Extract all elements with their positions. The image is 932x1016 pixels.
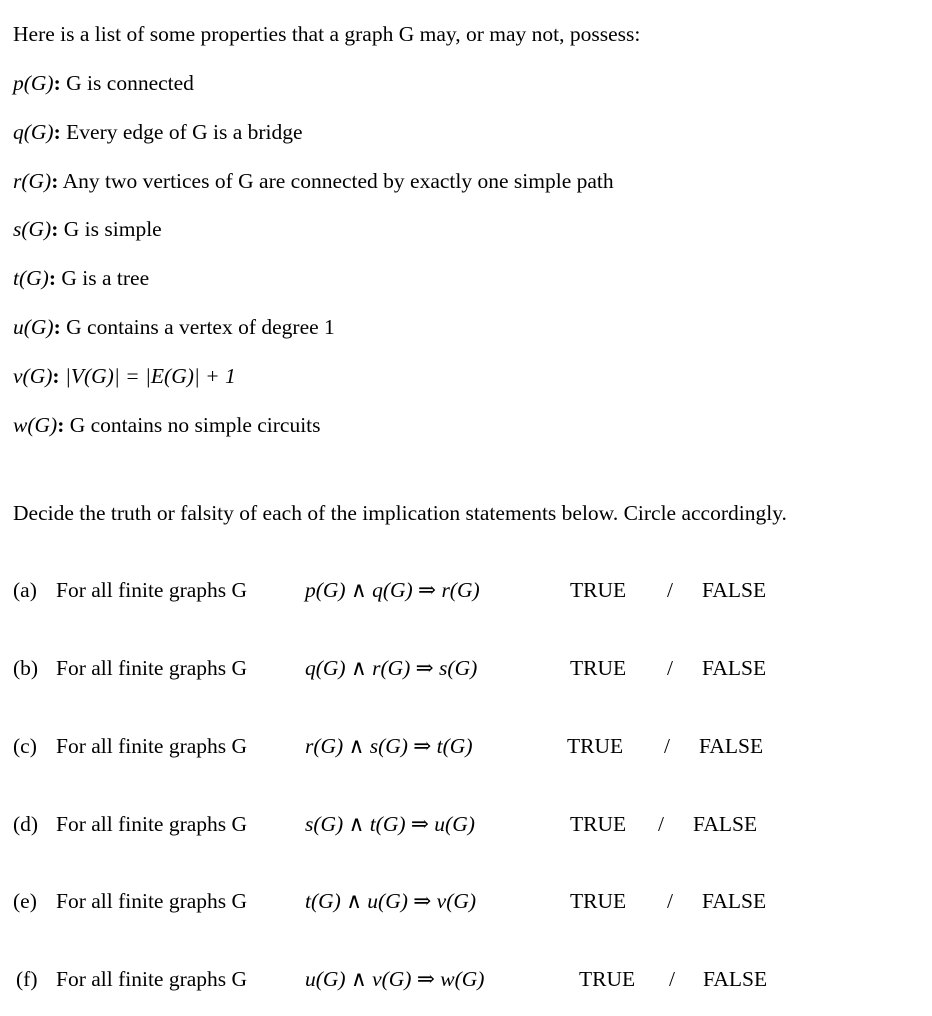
false-option[interactable]: FALSE <box>699 734 764 758</box>
question-label: (c) <box>13 734 37 758</box>
option-separator: / <box>667 889 673 913</box>
question-expression: q(G) ∧ r(G) ⇒ s(G) <box>305 656 478 680</box>
question-prefix: For all finite graphs G <box>56 656 248 680</box>
property-v <box>13 366 236 388</box>
property-s <box>13 219 162 241</box>
question-label: (d) <box>13 812 39 836</box>
property-r <box>13 171 614 193</box>
false-option[interactable]: FALSE <box>702 578 767 602</box>
property-w <box>13 415 321 437</box>
property-text: G contains no simple circuits <box>69 413 321 437</box>
question-expression: r(G) ∧ s(G) ⇒ t(G) <box>305 734 473 758</box>
property-text: G is simple <box>63 217 162 241</box>
intro-text: Here is a list of some properties that a graph G may, or may not, possess: <box>13 22 641 46</box>
true-option[interactable]: TRUE <box>570 578 627 602</box>
true-option[interactable]: TRUE <box>570 812 627 836</box>
property-name: r(G) <box>13 169 52 193</box>
colon: : <box>53 71 61 95</box>
colon: : <box>48 266 56 290</box>
true-option[interactable]: TRUE <box>567 734 624 758</box>
question-prefix: For all finite graphs G <box>56 734 248 758</box>
question-row-e <box>0 891 932 921</box>
question-expression: p(G) ∧ q(G) ⇒ r(G) <box>305 578 480 602</box>
property-u <box>13 317 335 339</box>
property-p <box>13 73 194 95</box>
property-name: p(G) <box>13 71 54 95</box>
question-label: (f) <box>16 967 38 991</box>
property-text: G contains a vertex of degree 1 <box>66 315 335 339</box>
option-separator: / <box>667 656 673 680</box>
instruction-text: Decide the truth or falsity of each of the implication statements below. Circle accordingly. <box>13 501 787 525</box>
property-t <box>13 268 149 290</box>
property-q <box>13 122 303 144</box>
question-row-a <box>0 580 932 610</box>
question-label: (e) <box>13 889 37 913</box>
option-separator: / <box>669 967 675 991</box>
question-label: (b) <box>13 656 39 680</box>
question-expression: s(G) ∧ t(G) ⇒ u(G) <box>305 812 475 836</box>
property-text: G is a tree <box>61 266 150 290</box>
property-text: Any two vertices of G are connected by exactly one simple path <box>62 169 614 193</box>
question-row-c <box>0 736 932 766</box>
false-option[interactable]: FALSE <box>703 967 768 991</box>
property-text: Every edge of G is a bridge <box>66 120 303 144</box>
question-expression: u(G) ∧ v(G) ⇒ w(G) <box>305 967 485 991</box>
colon: : <box>51 169 59 193</box>
property-name: t(G) <box>13 266 49 290</box>
true-option[interactable]: TRUE <box>570 656 627 680</box>
question-prefix: For all finite graphs G <box>56 812 248 836</box>
colon: : <box>52 364 60 388</box>
option-separator: / <box>667 578 673 602</box>
false-option[interactable]: FALSE <box>702 889 767 913</box>
question-row-f <box>0 969 932 999</box>
false-option[interactable]: FALSE <box>693 812 758 836</box>
colon: : <box>53 120 61 144</box>
true-option[interactable]: TRUE <box>579 967 636 991</box>
property-name: w(G) <box>13 413 58 437</box>
option-separator: / <box>658 812 664 836</box>
question-expression: t(G) ∧ u(G) ⇒ v(G) <box>305 889 477 913</box>
question-label: (a) <box>13 578 37 602</box>
property-text: |V(G)| = |E(G)| + 1 <box>64 364 236 388</box>
property-name: s(G) <box>13 217 52 241</box>
question-row-b <box>0 658 932 688</box>
question-prefix: For all finite graphs G <box>56 889 248 913</box>
property-name: q(G) <box>13 120 54 144</box>
colon: : <box>57 413 65 437</box>
question-prefix: For all finite graphs G <box>56 967 248 991</box>
true-option[interactable]: TRUE <box>570 889 627 913</box>
question-row-d <box>0 814 932 844</box>
property-text: G is connected <box>66 71 194 95</box>
property-name: v(G) <box>13 364 53 388</box>
false-option[interactable]: FALSE <box>702 656 767 680</box>
property-name: u(G) <box>13 315 54 339</box>
colon: : <box>53 315 61 339</box>
colon: : <box>51 217 59 241</box>
question-prefix: For all finite graphs G <box>56 578 248 602</box>
option-separator: / <box>664 734 670 758</box>
